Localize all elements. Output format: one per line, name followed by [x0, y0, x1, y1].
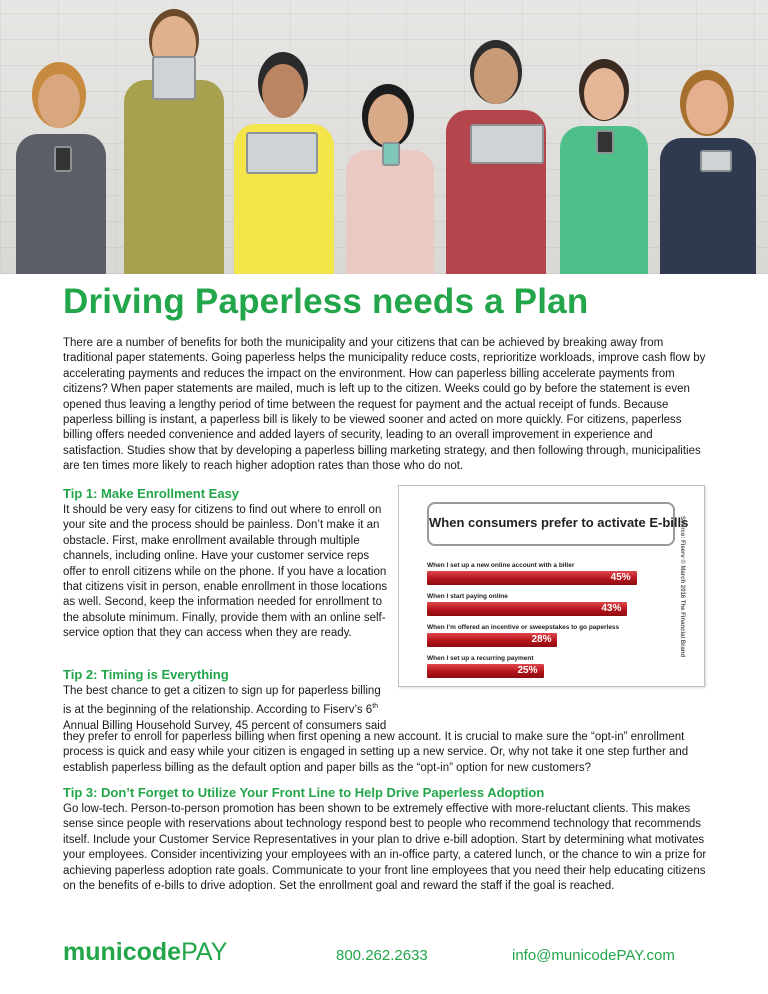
logo-light: PAY — [181, 938, 228, 966]
person-figure — [10, 74, 110, 274]
chart-value-label: 45% — [610, 572, 631, 583]
chart-bar — [427, 664, 544, 678]
intro-paragraph: There are a number of benefits for both the municipality and your citizens that can be achieved by breaking away from traditional paper statements. Going paperless helps the municipality reduce costs, reprioritize workloads, improve cash flow by accelerating payments and reduces the impact on the environment. How can paperless billing accelerate payments from citizens? When paper statements are mailed, much is left up to the citizen. Weeks could go by before the statement is even opened thus leaving a lengthy period of time between the request for payment and the actual receipt of funds. Because paperless billing is instant, a paperless bill is likely to be viewed sooner and acted on more quickly. For citizens, paperless billing offers needed convenience and added layers of security, leading to an overall improvement in experience and satisfaction. Studies show that by developing a paperless billing marketing strategy, and then following through, municipalities are ten times more likely to reach higher adoption rates than those who do not. — [63, 337, 706, 473]
tip3-body: Go low-tech. Person-to-person promotion has been shown to be extremely effective with more-reluctant clients. This makes sense since people with reservations about technology respond best to people who recommend technology that recommends itself. Include your Customer Service Representatives in your plan to drive e-bill adoption. Start by determining what motivates your employees. Consider incentivizing your employees with an in-office party, a catered lunch, or the chance to win a prize for achieving paperless adoption rate goals. Communicate to your front line employees that you need their help educating citizens on the benefits of e-bills to drive adoption. Set the enrollment goal and reward the staff if the goal is reached. — [63, 803, 707, 893]
hero-photo — [0, 0, 768, 274]
chart-figure — [398, 485, 705, 687]
chart-category-label: When I set up a new online account with a biller — [427, 562, 575, 569]
chart-category-label: When I’m offered an incentive or sweepstakes to go paperless — [427, 624, 620, 631]
chart-source: Source: Fiserv © March 2016 The Financial Brand — [679, 516, 685, 658]
tip1-body: It should be very easy for citizens to find out where to enroll on your site and the process should be painless. Don’t make it an obstacle. First, make enrollment available through multiple channels, including online. Have your customer service reps offer to enroll citizens while on the phone. If you have a location that citizens visit in person, enable enrollment in those locations as well. Second, keep the information needed for enrollment to the absolute minimum. Finally, provide them with an online self-service option that they can access when they are ready. — [63, 504, 388, 640]
person-figure — [556, 68, 652, 274]
person-figure — [656, 80, 760, 274]
chart-category-label: When I set up a recurring payment — [427, 655, 534, 662]
chart-bar — [427, 571, 637, 585]
footer-phone: 800.262.2633 — [336, 947, 428, 964]
tip1-heading: Tip 1: Make Enrollment Easy — [63, 486, 240, 501]
person-figure — [230, 64, 338, 274]
chart-value-label: 43% — [601, 603, 622, 614]
tip2-text-a: The best chance to get a citizen to sign up for paperless billing is at the beginning of the relationship. According to Fiserv’s 6 — [63, 685, 381, 717]
tip2-heading: Tip 2: Timing is Everything — [63, 667, 229, 682]
tip2-superscript: th — [372, 703, 379, 711]
tip2-text-b: Annual Billing Household Survey, 45 percent of consumers said — [63, 719, 387, 732]
tip3-heading: Tip 3: Don’t Forget to Utilize Your Front Line to Help Drive Paperless Adoption — [63, 785, 545, 800]
chart-bar — [427, 633, 557, 647]
chart-category-label: When I start paying online — [427, 593, 508, 600]
chart-title-box — [427, 502, 689, 546]
person-figure — [342, 94, 438, 274]
logo-bold: municode — [63, 938, 182, 966]
municodepay-logo — [63, 938, 227, 967]
chart-value-label: 28% — [531, 634, 552, 645]
tip2-body: they prefer to enroll for paperless billing when first opening a new account. It is crucial to make sure the “opt-in” enrollment process is quick and easy while your citizen is engaged in setting up a new service. Or, why not take it one step further and establish paperless billing as the default option and paper bills as the “opt-in” option for new customers? — [63, 731, 689, 774]
chart-value-label: 25% — [517, 665, 538, 676]
chart-bar — [427, 602, 627, 616]
footer-email: info@municodePAY.com — [512, 947, 675, 964]
chart-title: When consumers prefer to activate E-bills — [429, 515, 689, 530]
page-title: Driving Paperless needs a Plan — [63, 282, 589, 321]
person-figure — [118, 16, 230, 274]
tip2-body-top — [63, 684, 391, 734]
person-figure — [440, 48, 552, 274]
